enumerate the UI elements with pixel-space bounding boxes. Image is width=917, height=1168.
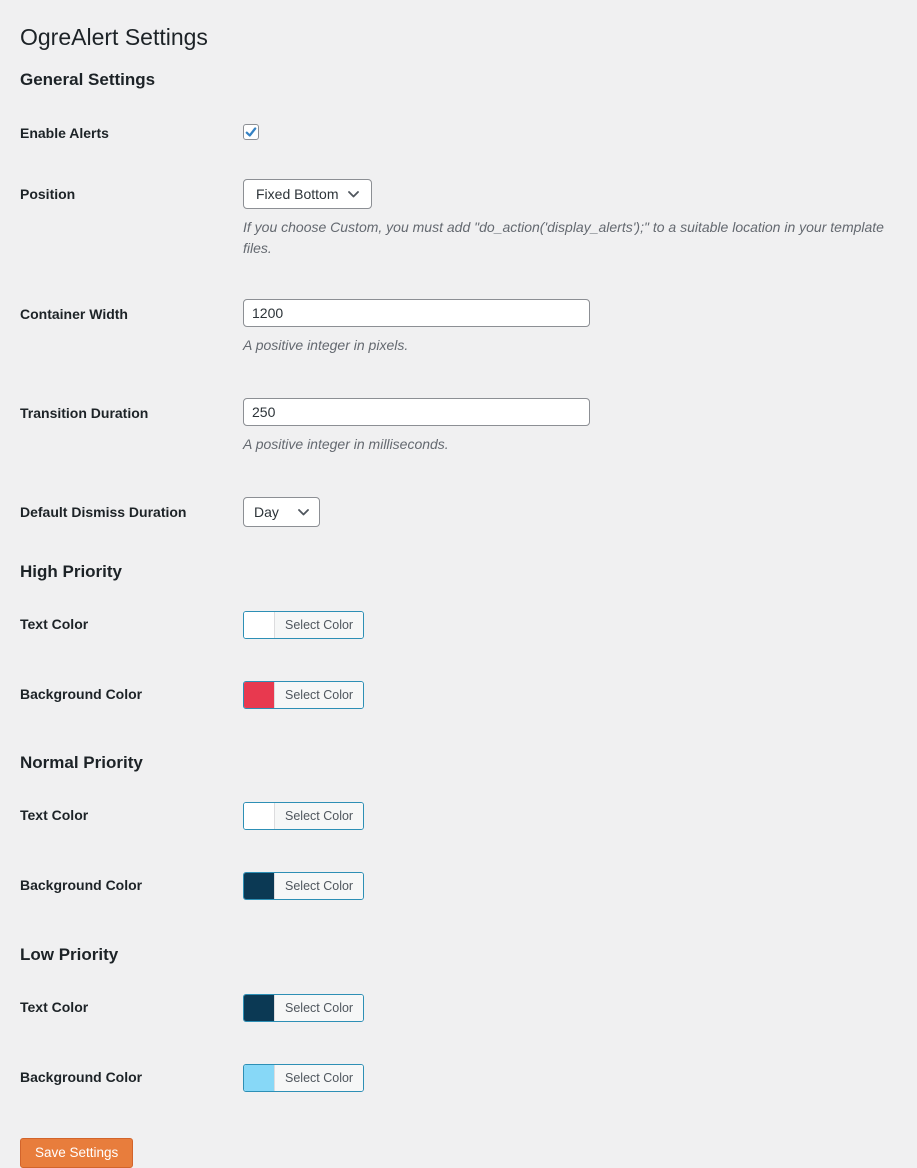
normal-text-color-row bbox=[20, 802, 887, 834]
normal-text-color-button[interactable] bbox=[243, 802, 364, 830]
color-swatch bbox=[244, 803, 275, 829]
default-dismiss-duration-select[interactable] bbox=[243, 497, 320, 527]
high-background-color-row bbox=[20, 681, 887, 713]
default-dismiss-duration-value: Day bbox=[254, 504, 279, 520]
position-label: Position bbox=[20, 186, 76, 202]
select-color-label: Select Color bbox=[275, 873, 363, 899]
select-color-label: Select Color bbox=[275, 803, 363, 829]
transition-duration-input[interactable] bbox=[243, 398, 590, 426]
enable-alerts-label: Enable Alerts bbox=[20, 125, 109, 141]
low-text-color-row bbox=[20, 994, 887, 1026]
high-text-color-label: Text Color bbox=[20, 616, 89, 632]
position-row bbox=[20, 179, 887, 273]
high-text-color-row bbox=[20, 611, 887, 643]
section-heading-low-priority: Low Priority bbox=[20, 945, 119, 964]
low-text-color-label: Text Color bbox=[20, 999, 89, 1015]
low-background-color-label: Background Color bbox=[20, 1069, 143, 1085]
select-color-label: Select Color bbox=[275, 612, 363, 638]
high-text-color-button[interactable] bbox=[243, 611, 364, 639]
container-width-label: Container Width bbox=[20, 306, 128, 322]
low-background-color-button[interactable] bbox=[243, 1064, 364, 1092]
section-heading-normal-priority: Normal Priority bbox=[20, 753, 143, 772]
transition-duration-label: Transition Duration bbox=[20, 405, 149, 421]
default-dismiss-duration-label: Default Dismiss Duration bbox=[20, 504, 187, 520]
select-color-label: Select Color bbox=[275, 682, 363, 708]
color-swatch bbox=[244, 682, 275, 708]
position-description: If you choose Custom, you must add "do_action('display_alerts');" to a suitable location in your template files. bbox=[243, 219, 884, 256]
page-title: OgreAlert Settings bbox=[20, 24, 208, 50]
color-swatch bbox=[244, 995, 275, 1021]
container-width-row bbox=[20, 299, 887, 370]
checkmark-icon bbox=[244, 125, 258, 139]
normal-background-color-row bbox=[20, 872, 887, 904]
default-dismiss-duration-row bbox=[20, 497, 887, 527]
low-text-color-button[interactable] bbox=[243, 994, 364, 1022]
high-background-color-label: Background Color bbox=[20, 686, 143, 702]
low-background-color-row bbox=[20, 1064, 887, 1096]
position-select-value: Fixed Bottom bbox=[256, 186, 339, 202]
chevron-down-icon bbox=[298, 509, 309, 516]
enable-alerts-row bbox=[20, 124, 887, 144]
select-color-label: Select Color bbox=[275, 1065, 363, 1091]
high-background-color-button[interactable] bbox=[243, 681, 364, 709]
color-swatch bbox=[244, 612, 275, 638]
transition-duration-description: A positive integer in milliseconds. bbox=[243, 436, 449, 452]
transition-duration-row bbox=[20, 398, 887, 469]
normal-background-color-label: Background Color bbox=[20, 877, 143, 893]
color-swatch bbox=[244, 873, 275, 899]
color-swatch bbox=[244, 1065, 275, 1091]
container-width-input[interactable] bbox=[243, 299, 590, 327]
section-heading-high-priority: High Priority bbox=[20, 562, 123, 581]
chevron-down-icon bbox=[348, 191, 359, 198]
select-color-label: Select Color bbox=[275, 995, 363, 1021]
container-width-description: A positive integer in pixels. bbox=[243, 337, 409, 353]
save-settings-button[interactable]: Save Settings bbox=[20, 1138, 133, 1168]
submit-area bbox=[20, 1138, 887, 1168]
normal-text-color-label: Text Color bbox=[20, 807, 89, 823]
position-select[interactable] bbox=[243, 179, 372, 209]
enable-alerts-checkbox[interactable] bbox=[243, 124, 259, 140]
section-heading-general: General Settings bbox=[20, 70, 156, 89]
normal-background-color-button[interactable] bbox=[243, 872, 364, 900]
